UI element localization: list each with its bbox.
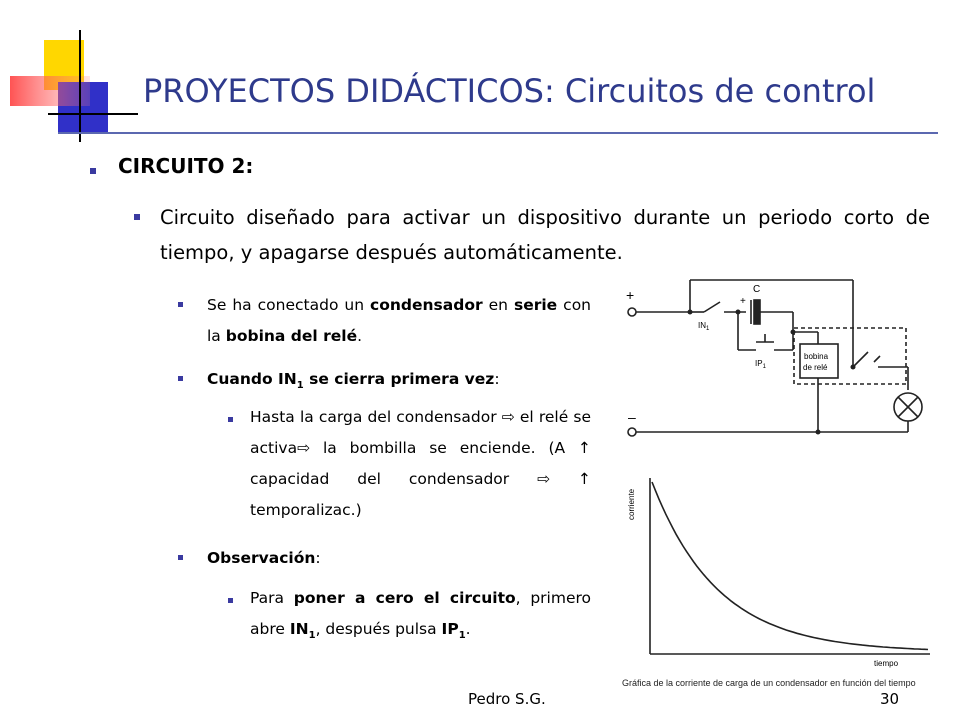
intro-text: Circuito diseñado para activar un dispositivo durante un periodo corto de tiempo, y apagarse después automáticamente. [160, 206, 930, 264]
title-divider [58, 132, 938, 134]
bullet-icon [178, 555, 183, 560]
point-when-closed: Cuando $IN_1$ se cierra primera vez: [207, 370, 500, 392]
arrow-up-icon: ↑ [578, 470, 591, 488]
point-charge-explanation: Hasta la carga del condensador ⇨ el relé se activa⇨ la bombilla se enciende. (A ↑ capacidad del condensador ⇨ ↑ temporalizac.) [250, 408, 591, 519]
series-line-decay [652, 482, 928, 650]
coil-label-2: de relé [803, 363, 828, 372]
bullet-icon [134, 214, 140, 220]
plus-label: + [626, 287, 635, 303]
arrow-right-icon: ⇨ [297, 439, 311, 457]
arrow-up-icon: ↑ [578, 439, 591, 457]
bullet-icon [178, 302, 183, 307]
y-axis-label: corriente [627, 488, 636, 520]
capacitor-label: C [753, 284, 761, 295]
coil-label-1: bobina [804, 352, 829, 361]
arrow-right-icon: ⇨ [501, 408, 515, 426]
circuit-diagram [618, 262, 952, 452]
bullet-icon [178, 376, 183, 381]
page-number: 30 [880, 690, 900, 708]
decorative-logo [0, 0, 140, 150]
minus-label: – [628, 409, 636, 425]
graph-caption: Gráfica de la corriente de carga de un condensador en función del tiempo [622, 678, 916, 688]
bullet-icon [228, 417, 233, 422]
footer-author: Pedro S.G. [468, 690, 546, 708]
bullet-icon [228, 598, 233, 603]
bullet-icon [90, 168, 96, 174]
point-reset: Para poner a cero el circuito, primero abre $IN_1$, después pulsa $IP_1$. [250, 589, 591, 642]
section-heading: CIRCUITO 2: [118, 154, 254, 178]
svg-text:IP1: $IP_1$ [755, 359, 766, 370]
current-time-graph [620, 472, 940, 694]
capacitor-plus-label: + [740, 296, 746, 307]
arrow-right-icon: ⇨ [537, 470, 551, 488]
point-observation: Observación: [207, 549, 321, 567]
svg-text:IN1: $IN_1$ [698, 321, 710, 332]
x-axis-label: tiempo [874, 659, 899, 668]
point-capacitor: Se ha conectado un condensador en serie con la bobina del relé. [207, 296, 591, 345]
slide-title: PROYECTOS DIDÁCTICOS: Circuitos de control [143, 72, 876, 110]
